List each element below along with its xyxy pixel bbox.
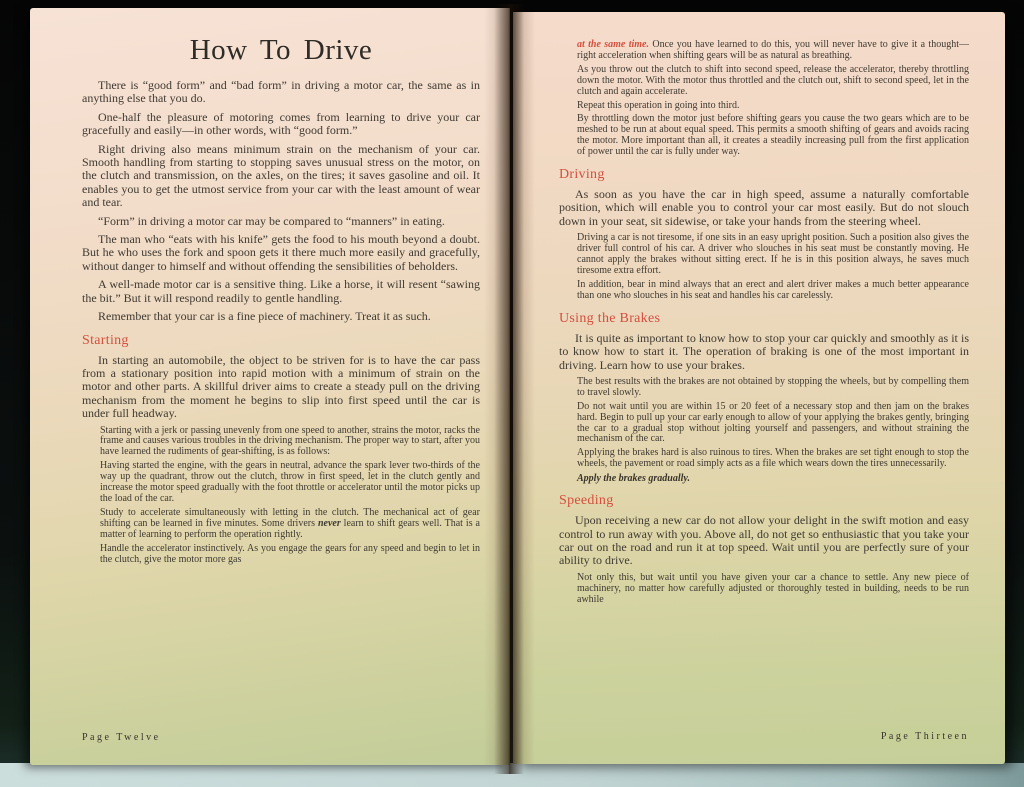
detail-paragraph: Applying the brakes hard is also ruinous to tires. When the brakes are set tight enough to stop the wheels, the pavement or road simply acts as a file which wears down the tires unnecessarily. [577,447,969,470]
paragraph: Remember that your car is a fine piece of machinery. Treat it as such. [98,309,431,324]
detail-paragraph: The best results with the brakes are not obtained by stopping the wheels, but by compelling them to travel slowly. [577,375,969,398]
paragraph: The man who “eats with his knife” gets the food to his mouth beyond a doubt. But he who uses the fork and spoon gets it there much more easily and gracefully, without danger to himself and without offending the sensibilities of beholders. [82,232,480,273]
detail-paragraph: at the same time. Once you have learned to do this, you will never have to give it a thought—right acceleration when shifting gears will be as natural as breathing. [577,39,969,61]
red-lead-phrase: at the same time. [577,39,653,50]
detail-paragraph: In addition, bear in mind always that an erect and alert driver makes a much better appearance than one who slouches in his seat and handles his car carelessly. [577,278,969,301]
paragraph: Right driving also means minimum strain on the mechanism of your car. Smooth handling from starting to stopping saves unusual stress on the motor, on the clutch and transmission, on the axles, on the tires; it saves gasoline and oil. It enables you to get the utmost service from your car with the least amount of wear and tear. [82,141,480,210]
paragraph: A well-made motor car is a sensitive thing. Like a horse, it will resent “sawing the bit.” But it will respond readily to gentle handling. [82,277,480,305]
page-left [30,8,510,765]
section-heading: Speeding [559,493,614,509]
paragraph: In starting an automobile, the object to be striven for is to have the car pass from a stationary position into rapid motion with a minimum of strain on the motor and other parts. A skillful driver aims to create a steady pull on the driving mechanism from the moment he begins to slip into first speed until the car is under full headway. [82,352,480,421]
emphasized-word: never [317,517,341,529]
right-page-body [513,12,1005,606]
paragraph: As soon as you have the car in high speed, assume a naturally comfortable position, which will enable you to control your car most easily. But do not slouch down in your seat, sit sidewise, or take your hands from the steering wheel. [559,187,969,228]
section-heading: Driving [559,167,605,183]
paragraph: Upon receiving a new car do not allow your delight in the swift motion and easy control to run away with you. Above all, do not get so enthusiastic that you take your car out on the road and run it at top speed. Wait until you are perfectly sure of your ability to drive. [559,513,969,568]
detail-paragraph: Driving a car is not tiresome, if one sits in an easy upright position. Such a position also gives the driver full control of his car. A driver who slouches in his seat must be constantly moving. He cannot apply the brakes without sitting erect. If he is in this position always, he saves much tiresome extra effort. [577,232,969,276]
paragraph: One-half the pleasure of motoring comes from learning to drive your car gracefully and easily—in other words, with “good form.” [82,109,480,138]
paragraph: It is quite as important to know how to stop your car quickly and smoothly as it is to know how to start it. The operation of braking is one of the most important in driving. Learn how to use your brakes. [559,330,969,372]
emphasis-note: Apply the brakes gradually. [577,473,690,485]
detail-paragraph: By throttling down the motor just before shifting gears you cause the two gears which are to be meshed to be run at about equal speed. This permits a smooth shifting of gears and avoids racing the motor. More important than all, it creates a steadily increasing pull from the first application of power until the car is fully under way. [577,113,969,158]
right-page-content [559,40,969,606]
paragraph: There is “good form” and “bad form” in driving a motor car, the same as in anything else that you do. [82,78,480,106]
page-title: How To Drive [189,34,373,66]
page-right [513,12,1005,764]
section-heading: Starting [82,332,129,348]
left-page-content [82,79,480,565]
detail-paragraph: Starting with a jerk or passing unevenly from one speed to another, strains the motor, racks the frame and causes various troubles in the driving mechanism. The proper way to start, after you have learned the rudiments of gear-shifting, is as follows: [100,424,480,458]
left-page-body [30,8,510,565]
section-heading: Using the Brakes [559,310,661,326]
detail-paragraph: As you throw out the clutch to shift into second speed, release the accelerator, thereby throttling down the motor. With the motor thus throttled and the clutch out, shift to second speed, let in the clutch and again accelerate. [577,63,969,97]
paragraph: “Form” in driving a motor car may be compared to “manners” in eating. [98,213,445,228]
detail-paragraph: Repeat this operation in going into third. [577,99,740,111]
page-number-left: Page Twelve [82,732,161,743]
detail-paragraph: Do not wait until you are within 15 or 20 feet of a necessary stop and then jam on the brakes hard. Begin to pull up your car early enough to allow of your applying the brakes gently, bringing the car to a gradual stop without jolting yourself and passengers, and without straining the mechanism of the car. [577,400,969,445]
page-number-right: Page Thirteen [880,731,969,742]
detail-paragraph: Having started the engine, with the gears in neutral, advance the spark lever two-thirds of the way up the quadrant, throw out the clutch, throw in first speed, let in the clutch gently and increase the motor speed gradually with the foot throttle or accelerator until the motor picks up the load of the car. [100,460,480,504]
detail-paragraph: Not only this, but wait until you have given your car a chance to settle. Any new piece of machinery, no matter how carefully adjusted or thoroughly tested in building, needs to be run awhile [577,571,969,605]
detail-paragraph: Study to accelerate simultaneously with letting in the clutch. The mechanical act of gear shifting can be learned in five minutes. Some drivers never learn to shift gears well. That is a matter of learning to perform the operation rightly. [100,506,480,540]
detail-paragraph: Handle the accelerator instinctively. As you engage the gears for any speed and begin to let in the clutch, give the motor more gas [100,542,480,565]
